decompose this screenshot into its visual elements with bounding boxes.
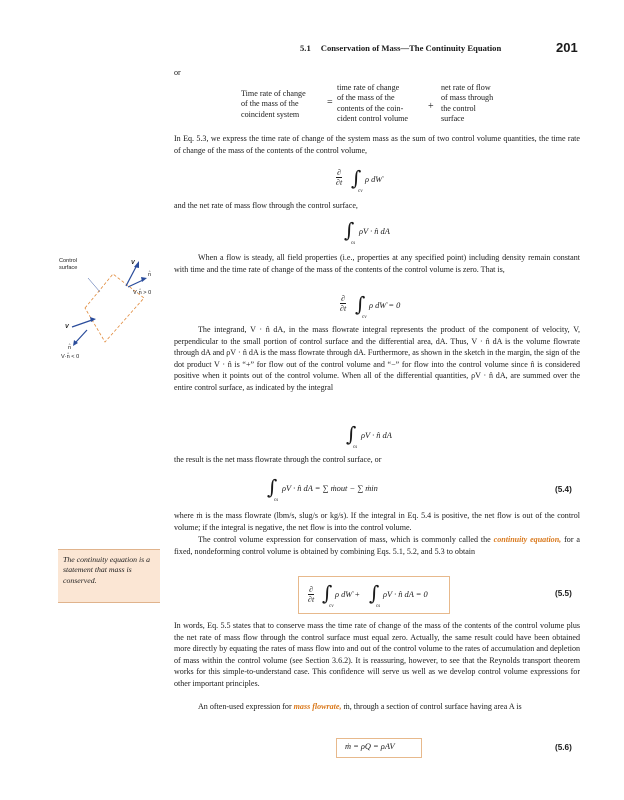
word-eq-lhs-line: of the mass of the xyxy=(241,99,299,109)
integral-subscript: cs xyxy=(351,241,356,246)
word-eq-term1-line: cident control volume xyxy=(337,113,409,123)
paragraph-9-text-a: An often-used expression for xyxy=(198,702,294,711)
figure-label-outflow: V·n̂ > 0 xyxy=(133,290,152,296)
partial-numerator: ∂ xyxy=(337,168,342,177)
integral-sign: ∫ xyxy=(369,581,380,605)
paragraph-6: where ṁ is the mass flowrate (lbm/s, slug/s or kg/s). If the integral in Eq. 5.4 is positive, the net flow is out of the control volume; if the integral is negative, the net flow is into the control volume. xyxy=(174,511,580,532)
velocity-out-arrow-shaft xyxy=(126,265,137,286)
word-eq-term1-line: contents of the coin- xyxy=(337,103,404,113)
paragraph-3: When a flow is steady, all field properties (i.e., properties at any specified point) including density remain constant with time and the time rate of change of the mass of the contents of the control volume is zero. That is, xyxy=(174,253,580,274)
word-eq-term2-line: of mass through xyxy=(441,93,494,103)
eq-integrand: ρ dⱲ xyxy=(365,175,383,184)
partial-numerator: ∂ xyxy=(309,585,314,594)
partial-numerator: ∂ xyxy=(341,294,346,303)
header-chapter-title: Conservation of Mass—The Continuity Equation xyxy=(320,43,502,53)
paragraph-8: In words, Eq. 5.5 states that to conserve mass the time rate of change of the mass of the contents of the control volume plus the net rate of mass flow through the control surface must equal zero. Actually, the same result could have been obtained more directly by equating the rates of mass flow into and out of the control volume to the rates of accumulation and depletion of mass within the control volume (see Section 3.6.2). It is reassuring, however, to see that the Reynolds transport theorem works for this simple-to-understand case. This confidence will serve us well as we develop control volume expressions for other important principles. xyxy=(174,621,580,688)
eq-5-6-number: (5.6) xyxy=(555,743,572,752)
integral-subscript: cs xyxy=(353,445,358,450)
paragraph-9 xyxy=(174,701,580,713)
eq-mass-flow-cs xyxy=(344,218,444,248)
paragraph-7 xyxy=(174,534,580,557)
paragraph-2: and the net rate of mass flow through the control surface, xyxy=(174,201,358,210)
word-eq-term2-line: the control xyxy=(441,103,476,113)
figure-label-v-bottom: V xyxy=(65,324,69,330)
paragraph-4: The integrand, V · n̂ dA, in the mass flowrate integral represents the product of the component of velocity, V, perpendicular to the small portion of control surface and the differential area, dA. Thus, V · n̂ dA is the volume flowrate through dA and ρV · n̂ dA is the mass flowrate through dA. Furthermore, as shown in the sketch in the margin, the sign of the dot product V · n̂ is “+” for flow out of the control volume and “−” for flow into the control volume since n̂ is considered positive when it points out of the control volume. When all of the differential quantities, ρV · n̂ dA, are summed over the entire control surface, as indicated by the integral xyxy=(174,325,580,392)
partial-denominator: ∂t xyxy=(336,178,343,187)
eq-integrand: ρ dⱲ = 0 xyxy=(369,301,401,310)
intro-word: or xyxy=(174,68,181,77)
word-eq-term1 xyxy=(337,83,408,124)
eq-5-5-term-a: ρ dⱲ + xyxy=(335,590,361,599)
normal-out-arrow-head xyxy=(141,277,147,282)
integral-sign: ∫ xyxy=(346,422,357,446)
normal-in-arrow-shaft xyxy=(76,330,87,342)
word-eq-term2-line: surface xyxy=(441,113,465,123)
eq-integral-cs xyxy=(346,422,446,452)
figure-label-inflow: V·n̂ < 0 xyxy=(61,354,80,360)
word-eq-term1-line: of the mass of the xyxy=(337,93,395,103)
page-number: 201 xyxy=(556,40,578,55)
keyword-continuity-equation: continuity equation, xyxy=(493,535,562,544)
keyword-mass-flowrate: mass flowrate, xyxy=(293,702,342,711)
integral-sign: ∫ xyxy=(344,218,355,242)
running-header xyxy=(0,40,624,58)
partial-denominator: ∂t xyxy=(340,304,347,313)
velocity-in-arrow-shaft xyxy=(72,320,92,327)
integral-sign: ∫ xyxy=(322,581,333,605)
integral-subscript: cv xyxy=(358,189,363,194)
paragraph-7-text-a: The control volume expression for conservation of mass, which is commonly called the xyxy=(198,535,494,544)
integral-sign: ∫ xyxy=(267,475,278,499)
paragraph-5: the result is the net mass flowrate through the control surface, or xyxy=(174,455,382,464)
eq-5-6-box xyxy=(336,738,422,758)
figure-label-surface: surface xyxy=(59,265,78,271)
margin-note xyxy=(58,549,160,603)
control-surface-sketch xyxy=(50,250,170,370)
eq-5-4-number: (5.4) xyxy=(555,485,572,494)
word-eq-lhs-line: Time rate of change xyxy=(241,89,306,98)
eq-time-rate-cv xyxy=(336,166,436,196)
eq-5-6-body: ṁ = ρQ = ρAV xyxy=(345,742,395,751)
eq-5-4 xyxy=(267,475,487,505)
paragraph-7-text-b: for a fixed, nondeforming control volume is obtained by combining Eqs. 5.1, 5.2, and 5.3 to obtain xyxy=(174,535,581,556)
paragraph-1: In Eq. 5.3, we express the time rate of change of the system mass as the sum of two control volume quantities, the time rate of change of the mass of the contents of the control volume, xyxy=(174,134,580,155)
paragraph-9-text-b: ṁ, through a section of control surface having area A is xyxy=(341,702,522,711)
word-eq-term1-line: time rate of change xyxy=(337,83,400,92)
partial-fraction xyxy=(336,168,342,187)
figure-label-n-bottom: n̂ xyxy=(68,345,72,351)
partial-denominator: ∂t xyxy=(308,595,315,604)
normal-out-arrow-shaft xyxy=(128,280,143,287)
figure-label-control: Control xyxy=(59,258,78,264)
integral-sign: ∫ xyxy=(351,166,362,190)
label-leader-line xyxy=(88,278,100,292)
eq-5-4-body: ρV · n̂ dA = ∑ ṁout − ∑ ṁin xyxy=(282,484,378,493)
word-eq-lhs xyxy=(241,89,306,120)
word-eq-lhs-line: coincident system xyxy=(241,109,300,119)
eq-steady-cv xyxy=(340,292,450,322)
integral-subscript: cs xyxy=(274,498,279,503)
figure-label-n-top: n̂ xyxy=(148,272,152,278)
header-section: 5.1 xyxy=(300,43,311,53)
integral-sign: ∫ xyxy=(355,292,366,316)
word-eq-term2-line: net rate of flow xyxy=(441,83,491,92)
integral-subscript: cv xyxy=(362,315,367,320)
word-eq-term2 xyxy=(441,83,493,124)
eq-integrand: ρV · n̂ dA xyxy=(359,227,390,236)
header-title xyxy=(300,43,501,53)
partial-fraction xyxy=(308,585,314,604)
word-eq-plus: + xyxy=(428,101,434,112)
partial-fraction xyxy=(340,294,346,313)
eq-5-5-term-b: ρV · n̂ dA = 0 xyxy=(383,590,428,599)
eq-integrand: ρV · n̂ dA xyxy=(361,431,392,440)
margin-note-text: The continuity equation is a statement that mass is conserved. xyxy=(63,555,151,585)
figure-label-v-top: V xyxy=(131,260,135,266)
integral-subscript: cv xyxy=(329,604,334,609)
eq-5-5-number: (5.5) xyxy=(555,589,572,598)
eq-5-5-box xyxy=(298,576,450,614)
integral-subscript: cs xyxy=(376,604,381,609)
word-eq-equals: = xyxy=(327,97,333,108)
